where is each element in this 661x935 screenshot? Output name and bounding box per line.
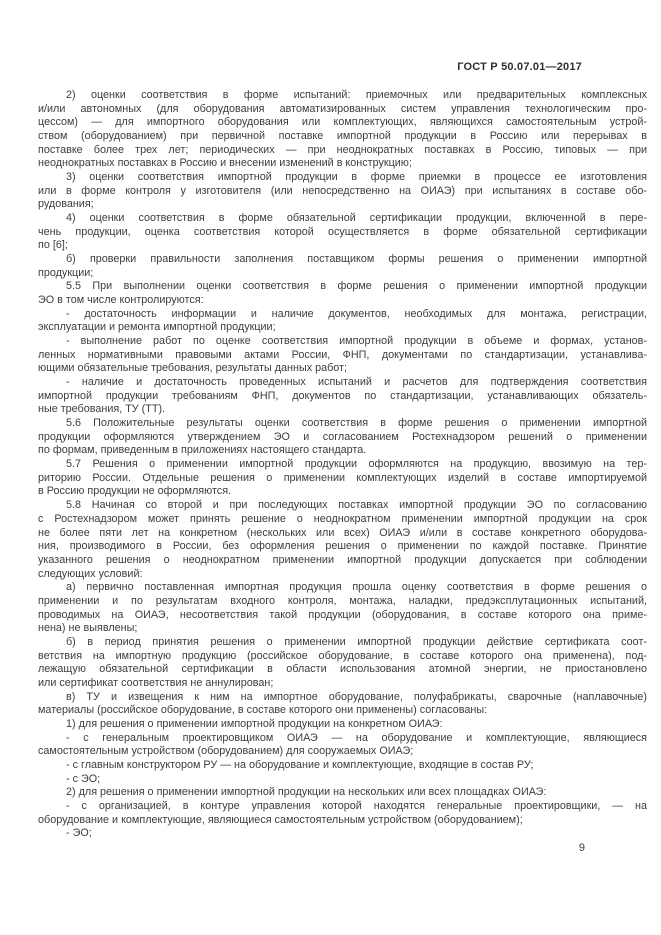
text-line: - с ЭО; [66,772,101,785]
text-line: ные требования, ТУ (ТТ). [38,403,166,416]
paragraph [38,759,647,773]
paragraph [38,691,647,718]
text-line: цессом) — для импортного оборудования или комплектующих, являющихся самостоятельным устрой- [38,116,647,129]
text-line: - с главным конструктором РУ — на оборудование и комплектующие, входящие в состав РУ; [66,758,534,771]
text-line: - достаточность информации и наличие документов, необходимых для монтажа, регистрации, [66,307,647,320]
text-line: 2) для решения о применении импортной продукции на нескольких или всех площадках ОИАЭ: [66,786,547,799]
paragraph [38,89,647,171]
text-line: оборудование и комплектующие, являющиеся самостоятельным устройством (оборудованием); [38,813,523,826]
text-line: и/или автономных (для оборудования автоматизированных систем управления технологическим про- [38,102,647,115]
text-line: 5.5 При выполнении оценки соответствия в форме решения о применении импортной продукции [66,280,647,293]
text-line: б) в период принятия решения о применении импортной продукции действие сертификата соот- [66,635,647,648]
text-line: эксплуатации и ремонта импортной продукции; [38,321,276,334]
paragraph [38,718,647,732]
text-line: б) проверки правильности заполнения поставщиком формы решения о применении импортной [66,253,647,266]
document-body [38,89,647,841]
text-line: - ЭО; [66,827,92,840]
paragraph [38,308,647,335]
text-line: неоднократных поставках в Россию и внесении изменений в конструкцию; [38,157,412,170]
paragraph [38,280,647,307]
text-line: ющими обязательные требования, результаты данных работ; [38,362,348,375]
text-line: по формам, приведенным в приложениях настоящего стандарта. [38,444,367,457]
page-number: 9 [578,842,585,854]
text-line: в Россию продукции не оформляются. [38,485,232,498]
paragraph [38,786,647,800]
paragraph [38,581,647,636]
running-header: ГОСТ Р 50.07.01—2017 [457,61,582,73]
text-line: 5.6 Положительные результаты оценки соответствия в форме решения о применении импортной [66,417,647,430]
text-line: импортной продукции требованиям ФНП, документов по стандартизации, устанавливающих обязатель- [38,389,647,402]
text-line: 2) оценки соответствия в форме испытаний: приемочных или предварительных комплексных [66,89,647,101]
text-line: ством (оборудованием) при первичной поставке импортной продукции в Россию или перерывах в [38,130,647,143]
text-line: проводимых на ОИАЭ, несоответствия такой продукции (оборудования, в составе которого она приме- [38,608,647,621]
text-line: 5.8 Начиная со второй и при последующих поставках импортной продукции ЭО по согласованию [66,499,647,512]
text-line: чень продукции, оценка соответствия которой осуществляется в форме обязательной сертификации [38,225,647,238]
text-line: материалы (российское оборудование, в составе которого они применены) согласованы: [38,704,488,717]
text-line: 1) для решения о применении импортной продукции на конкретном ОИАЭ: [66,717,443,730]
text-line: а) первично поставленная импортная продукция прошла оценку соответствия в форме решения о [66,581,647,594]
text-line: 5.7 Решения о применении импортной продукции оформляются на продукцию, ввозимую на тер- [66,458,647,471]
text-line: лежащую обязательной сертификации в области использования атомной энергии, не приостановлено [38,663,647,676]
text-line: ЭО в том числе контролируются: [38,294,204,307]
text-line: самостоятельным устройством (оборудованием) для сооружаемых ОИАЭ; [38,745,414,758]
text-line: или сертификат соответствия не аннулирован; [38,676,274,689]
paragraph [38,636,647,691]
text-line: нена) не выявлены; [38,622,138,635]
text-line: не более пяти лет на конкретном (нескольких или всех) ОИАЭ и/или в составе конкретного оборудова- [38,526,647,539]
paragraph [38,376,647,417]
text-line: в) ТУ и извещения к ним на импортное оборудование, полуфабрикаты, сварочные (наплавочные) [66,690,647,703]
text-line: 4) оценки соответствия в форме обязательной сертификации продукции, включенной в пере- [66,212,647,225]
text-line: 3) оценки соответствия импортной продукции в форме приемки в процессе ее изготовления [66,171,647,184]
text-line: ветствия на импортную продукцию (российское оборудование, в составе которого она применена), под- [38,649,647,662]
text-line: или в форме контроля у изготовителя (или непосредственно на ОИАЭ) при испытаниях в составе обо- [38,184,647,197]
text-line: указанного решения о неоднократном применении импортной продукции допускается при соблюдении [38,553,647,566]
text-line: - с организацией, в контуре управления которой находятся генеральные проектировщики, — на [66,799,647,812]
text-line: продукции; [38,266,94,279]
paragraph [38,458,647,499]
text-line: - с генеральным проектировщиком ОИАЭ — на оборудование и комплектующие, являющиеся [66,731,647,744]
paragraph [38,499,647,581]
text-line: ленных нормативными правовыми актами России, ФНП, документами по стандартизации, устанавлива- [38,348,647,361]
paragraph [38,732,647,759]
paragraph [38,827,647,841]
text-line: поставке более трех лет; периодических — при неоднократных поставках в Россию, типовых — при [38,143,647,156]
text-line: по [6]; [38,239,68,252]
text-line: - наличие и достаточность проведенных испытаний и расчетов для подтверждения соответствия [66,376,647,389]
paragraph [38,417,647,458]
text-line: риторию России. Отдельные решения о применении комплектующих изделий в составе импортируемой [38,471,647,484]
text-line: рудования; [38,198,94,211]
paragraph [38,800,647,827]
paragraph [38,253,647,280]
text-line: продукции оформляются утверждением ЭО и согласованием Ростехнадзором решений о применении [38,430,647,443]
paragraph [38,171,647,212]
paragraph [38,773,647,787]
text-line: с Ростехнадзором может принять решение о неоднократном применении импортной продукции на срок [38,512,647,525]
paragraph [38,335,647,376]
text-line: применении и по результатам входного контроля, монтажа, наладки, предэксплутационных испытаний, [38,594,647,607]
text-line: ния, производимого в России, без оформления решения о применении по каждой поставке. Принятие [38,540,647,553]
text-line: следующих условий: [38,567,143,580]
paragraph [38,212,647,253]
text-line: - выполнение работ по оценке соответствия импортной продукции в объеме и формах, установ- [66,335,647,348]
